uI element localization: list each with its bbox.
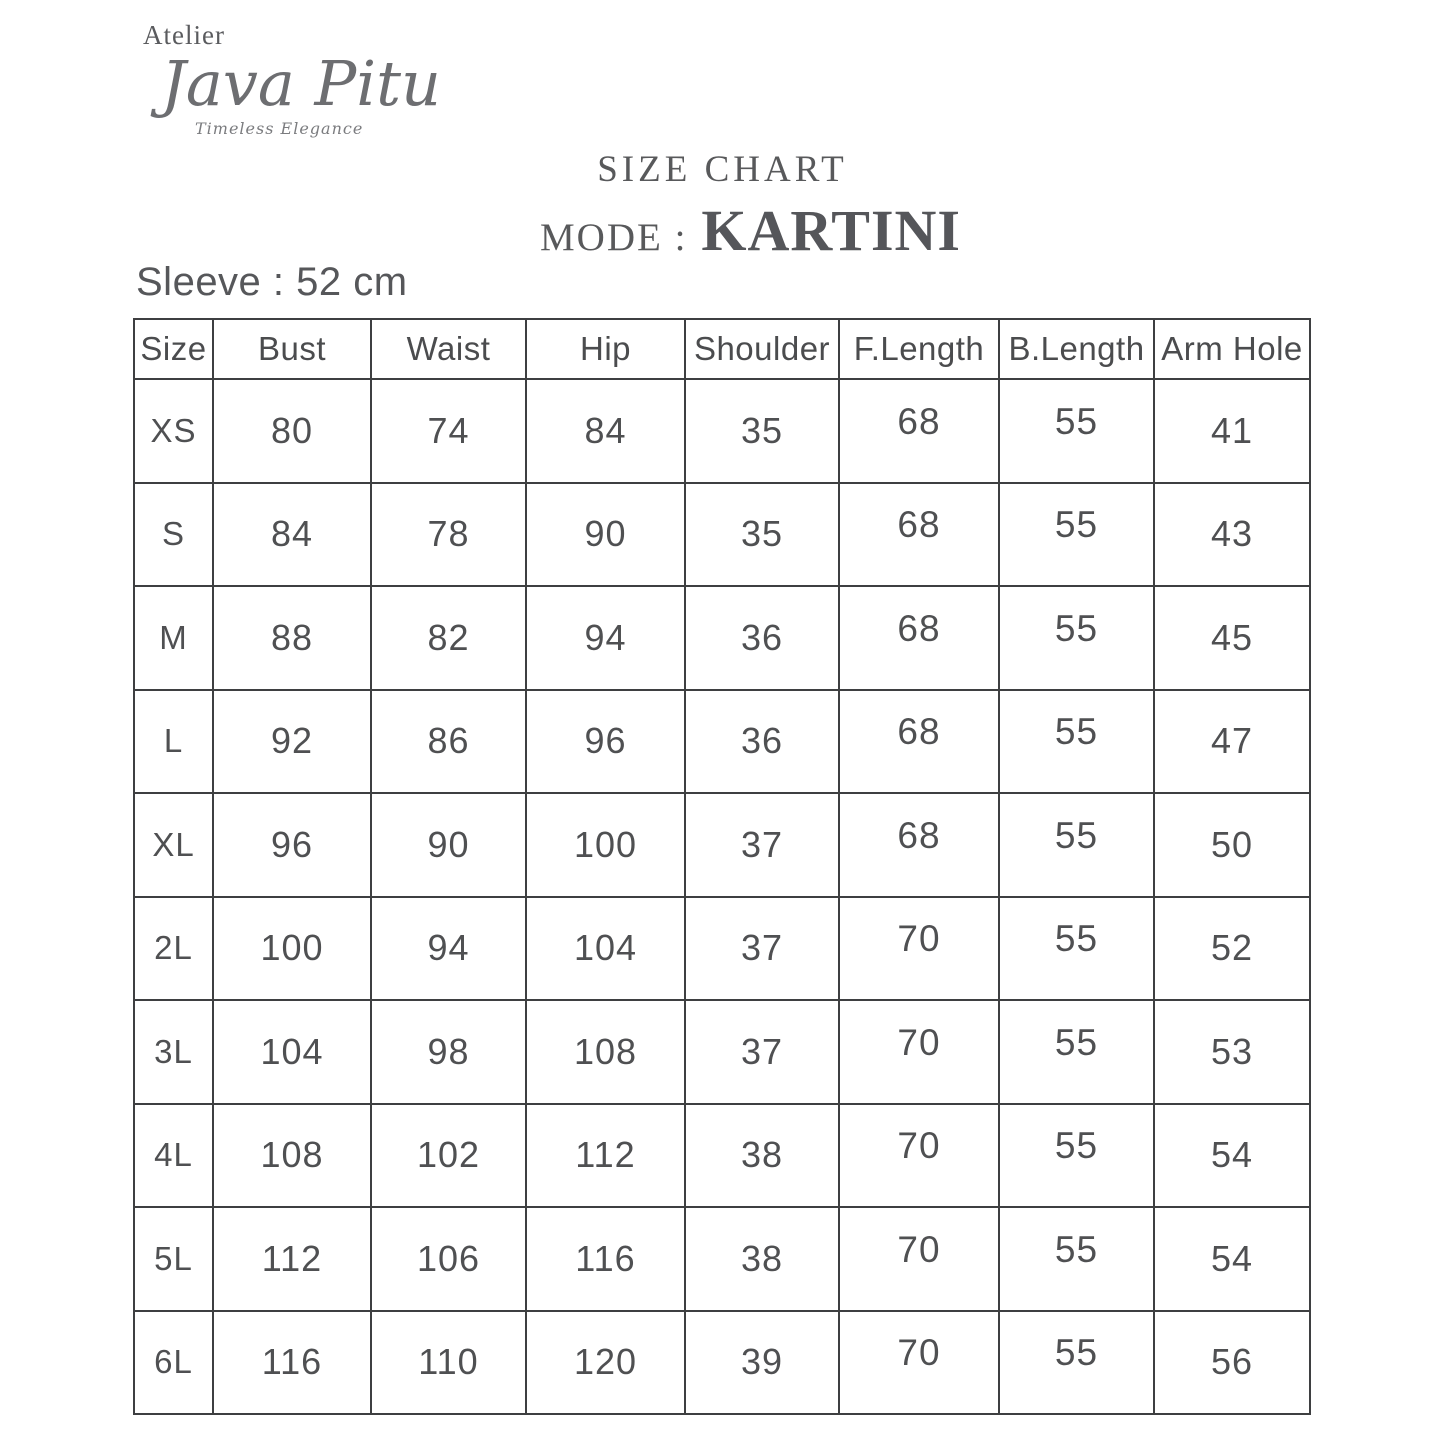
cell-value: 54	[1210, 1134, 1254, 1176]
measurement-cell	[1154, 379, 1310, 483]
brand-tagline: Timeless Elegance	[195, 119, 364, 138]
cell-value: 100	[573, 823, 638, 865]
table-row	[134, 1000, 1310, 1104]
cell-value: 84	[270, 513, 314, 555]
measurement-cell	[685, 690, 839, 794]
cell-value: 70	[897, 1125, 941, 1167]
column-header-arm-hole: Arm Hole	[1154, 319, 1310, 379]
measurement-cell	[213, 1311, 371, 1415]
cell-value: 37	[740, 927, 784, 969]
cell-value: 37	[740, 823, 784, 865]
table-header-row	[134, 319, 1310, 379]
cell-value: 92	[270, 720, 314, 762]
cell-value: 112	[261, 1237, 323, 1279]
measurement-cell	[999, 1104, 1154, 1208]
cell-value: 88	[270, 616, 314, 658]
measurement-cell	[999, 690, 1154, 794]
table-row	[134, 1207, 1310, 1311]
column-header-bust: Bust	[213, 319, 371, 379]
column-header-f-length: F.Length	[839, 319, 999, 379]
cell-value: 100	[260, 927, 324, 969]
cell-value: 68	[897, 607, 941, 649]
measurement-cell	[839, 793, 999, 897]
table-row	[134, 1311, 1310, 1415]
cell-value: 80	[270, 409, 314, 451]
cell-value: 104	[573, 927, 638, 969]
measurement-cell	[1154, 586, 1310, 690]
cell-value: 36	[740, 616, 784, 658]
measurement-cell	[526, 1311, 685, 1415]
cell-value: 68	[897, 711, 941, 753]
size-label-cell	[134, 1311, 213, 1415]
cell-value: 96	[270, 823, 314, 865]
measurement-cell	[839, 1000, 999, 1104]
measurement-cell	[213, 379, 371, 483]
cell-value: 54	[1210, 1237, 1254, 1279]
measurement-cell	[213, 483, 371, 587]
cell-value: 5L	[154, 1239, 193, 1277]
cell-value: L	[163, 722, 184, 760]
measurement-cell	[839, 483, 999, 587]
size-label-cell	[134, 1104, 213, 1208]
measurement-cell	[999, 793, 1154, 897]
size-label-cell	[134, 1000, 213, 1104]
cell-value: 68	[897, 400, 941, 442]
cell-value: 112	[575, 1134, 636, 1176]
size-label-cell	[134, 690, 213, 794]
mode-line	[28, 197, 1445, 264]
cell-value: 43	[1210, 513, 1254, 555]
measurement-cell	[371, 897, 526, 1001]
measurement-cell	[526, 793, 685, 897]
column-header-hip: Hip	[526, 319, 685, 379]
column-header-waist: Waist	[371, 319, 526, 379]
measurement-cell	[839, 897, 999, 1001]
page-title: SIZE CHART	[597, 149, 848, 190]
measurement-cell	[685, 1207, 839, 1311]
cell-value: 2L	[154, 929, 193, 967]
measurement-cell	[685, 379, 839, 483]
table-row	[134, 379, 1310, 483]
measurement-cell	[1154, 1104, 1310, 1208]
cell-value: 55	[1054, 607, 1099, 649]
cell-value: 110	[418, 1341, 479, 1383]
cell-value: 47	[1210, 720, 1254, 762]
cell-value: XL	[152, 825, 195, 863]
measurement-cell	[999, 897, 1154, 1001]
sleeve-note: Sleeve : 52 cm	[136, 260, 408, 304]
measurement-cell	[999, 379, 1154, 483]
column-header-b-length: B.Length	[999, 319, 1154, 379]
measurement-cell	[526, 1000, 685, 1104]
measurement-cell	[685, 1000, 839, 1104]
measurement-cell	[999, 1000, 1154, 1104]
measurement-cell	[371, 586, 526, 690]
measurement-cell	[213, 1000, 371, 1104]
cell-value: 56	[1210, 1341, 1254, 1383]
cell-value: 55	[1054, 1228, 1099, 1270]
cell-value: 98	[427, 1030, 470, 1072]
table-row	[134, 483, 1310, 587]
measurement-cell	[526, 586, 685, 690]
cell-value: 108	[260, 1134, 324, 1176]
table-row	[134, 586, 1310, 690]
cell-value: XS	[150, 411, 197, 449]
measurement-cell	[526, 379, 685, 483]
measurement-cell	[371, 1104, 526, 1208]
measurement-cell	[839, 1311, 999, 1415]
measurement-cell	[839, 690, 999, 794]
brand-logo	[143, 20, 563, 138]
table-row	[134, 793, 1310, 897]
cell-value: 35	[740, 513, 784, 555]
measurement-cell	[213, 897, 371, 1001]
measurement-cell	[685, 483, 839, 587]
cell-value: 37	[740, 1030, 784, 1072]
measurement-cell	[685, 1104, 839, 1208]
cell-value: 3L	[154, 1032, 193, 1070]
measurement-cell	[1154, 897, 1310, 1001]
cell-value: 104	[260, 1030, 324, 1072]
measurement-cell	[1154, 1000, 1310, 1104]
measurement-cell	[526, 897, 685, 1001]
cell-value: 96	[584, 720, 627, 762]
table-row	[134, 897, 1310, 1001]
column-header-size: Size	[134, 319, 213, 379]
size-chart-table	[133, 318, 1311, 1415]
measurement-cell	[685, 586, 839, 690]
brand-atelier-text: Atelier	[143, 20, 225, 50]
cell-value: 55	[1054, 918, 1099, 960]
measurement-cell	[685, 793, 839, 897]
measurement-cell	[685, 897, 839, 1001]
cell-value: 106	[416, 1237, 481, 1279]
measurement-cell	[213, 1104, 371, 1208]
cell-value: S	[161, 515, 185, 553]
cell-value: 120	[573, 1341, 638, 1383]
cell-value: 116	[261, 1341, 323, 1383]
cell-value: 90	[584, 513, 627, 555]
measurement-cell	[999, 483, 1154, 587]
column-header-shoulder: Shoulder	[685, 319, 839, 379]
cell-value: 74	[427, 409, 470, 451]
table-row	[134, 690, 1310, 794]
measurement-cell	[1154, 690, 1310, 794]
measurement-cell	[999, 1207, 1154, 1311]
cell-value: 38	[740, 1134, 784, 1176]
measurement-cell	[839, 1207, 999, 1311]
measurement-cell	[371, 793, 526, 897]
measurement-cell	[999, 1311, 1154, 1415]
measurement-cell	[213, 793, 371, 897]
cell-value: 36	[740, 720, 784, 762]
cell-value: 116	[575, 1237, 636, 1279]
cell-value: 90	[427, 823, 470, 865]
cell-value: 94	[427, 927, 470, 969]
cell-value: 45	[1210, 616, 1254, 658]
cell-value: 52	[1210, 927, 1254, 969]
brand-name-script: Java Pitu	[161, 47, 441, 120]
size-label-cell	[134, 379, 213, 483]
measurement-cell	[213, 690, 371, 794]
cell-value: 78	[427, 513, 470, 555]
cell-value: 55	[1054, 1125, 1099, 1167]
measurement-cell	[1154, 483, 1310, 587]
size-label-cell	[134, 793, 213, 897]
measurement-cell	[685, 1311, 839, 1415]
measurement-cell	[371, 483, 526, 587]
measurement-cell	[213, 586, 371, 690]
measurement-cell	[526, 1104, 685, 1208]
cell-value: 70	[897, 1228, 941, 1270]
cell-value: 108	[573, 1030, 638, 1072]
cell-value: 55	[1054, 400, 1099, 442]
measurement-cell	[371, 1207, 526, 1311]
measurement-cell	[371, 690, 526, 794]
cell-value: 70	[897, 1332, 941, 1374]
cell-value: 38	[740, 1237, 784, 1279]
measurement-cell	[839, 379, 999, 483]
cell-value: M	[159, 618, 188, 656]
measurement-cell	[526, 690, 685, 794]
cell-value: 53	[1210, 1030, 1254, 1072]
measurement-cell	[1154, 793, 1310, 897]
cell-value: 68	[897, 504, 941, 546]
cell-value: 82	[427, 616, 470, 658]
cell-value: 68	[897, 814, 941, 856]
table-body	[134, 379, 1310, 1414]
cell-value: 39	[740, 1341, 784, 1383]
measurement-cell	[213, 1207, 371, 1311]
measurement-cell	[526, 1207, 685, 1311]
size-label-cell	[134, 1207, 213, 1311]
cell-value: 94	[584, 616, 627, 658]
measurement-cell	[526, 483, 685, 587]
size-label-cell	[134, 586, 213, 690]
cell-value: 70	[897, 1021, 941, 1063]
measurement-cell	[371, 1311, 526, 1415]
measurement-cell	[1154, 1311, 1310, 1415]
cell-value: 50	[1210, 823, 1254, 865]
measurement-cell	[999, 586, 1154, 690]
cell-value: 86	[427, 720, 470, 762]
cell-value: 41	[1210, 409, 1254, 451]
table-row	[134, 1104, 1310, 1208]
measurement-cell	[1154, 1207, 1310, 1311]
cell-value: 6L	[154, 1343, 193, 1381]
cell-value: 55	[1054, 1332, 1099, 1374]
cell-value: 70	[897, 918, 941, 960]
table-header	[134, 319, 1310, 379]
size-label-cell	[134, 483, 213, 587]
cell-value: 55	[1054, 504, 1099, 546]
title-block	[0, 148, 1445, 264]
cell-value: 55	[1054, 1021, 1099, 1063]
cell-value: 4L	[154, 1136, 193, 1174]
cell-value: 55	[1054, 711, 1099, 753]
cell-value: 55	[1054, 814, 1099, 856]
mode-value: KARTINI	[701, 198, 961, 263]
size-label-cell	[134, 897, 213, 1001]
cell-value: 35	[740, 409, 784, 451]
cell-value: 102	[416, 1134, 481, 1176]
cell-value: 84	[584, 409, 627, 451]
measurement-cell	[839, 586, 999, 690]
measurement-cell	[371, 1000, 526, 1104]
measurement-cell	[839, 1104, 999, 1208]
mode-label: MODE :	[540, 216, 688, 259]
measurement-cell	[371, 379, 526, 483]
